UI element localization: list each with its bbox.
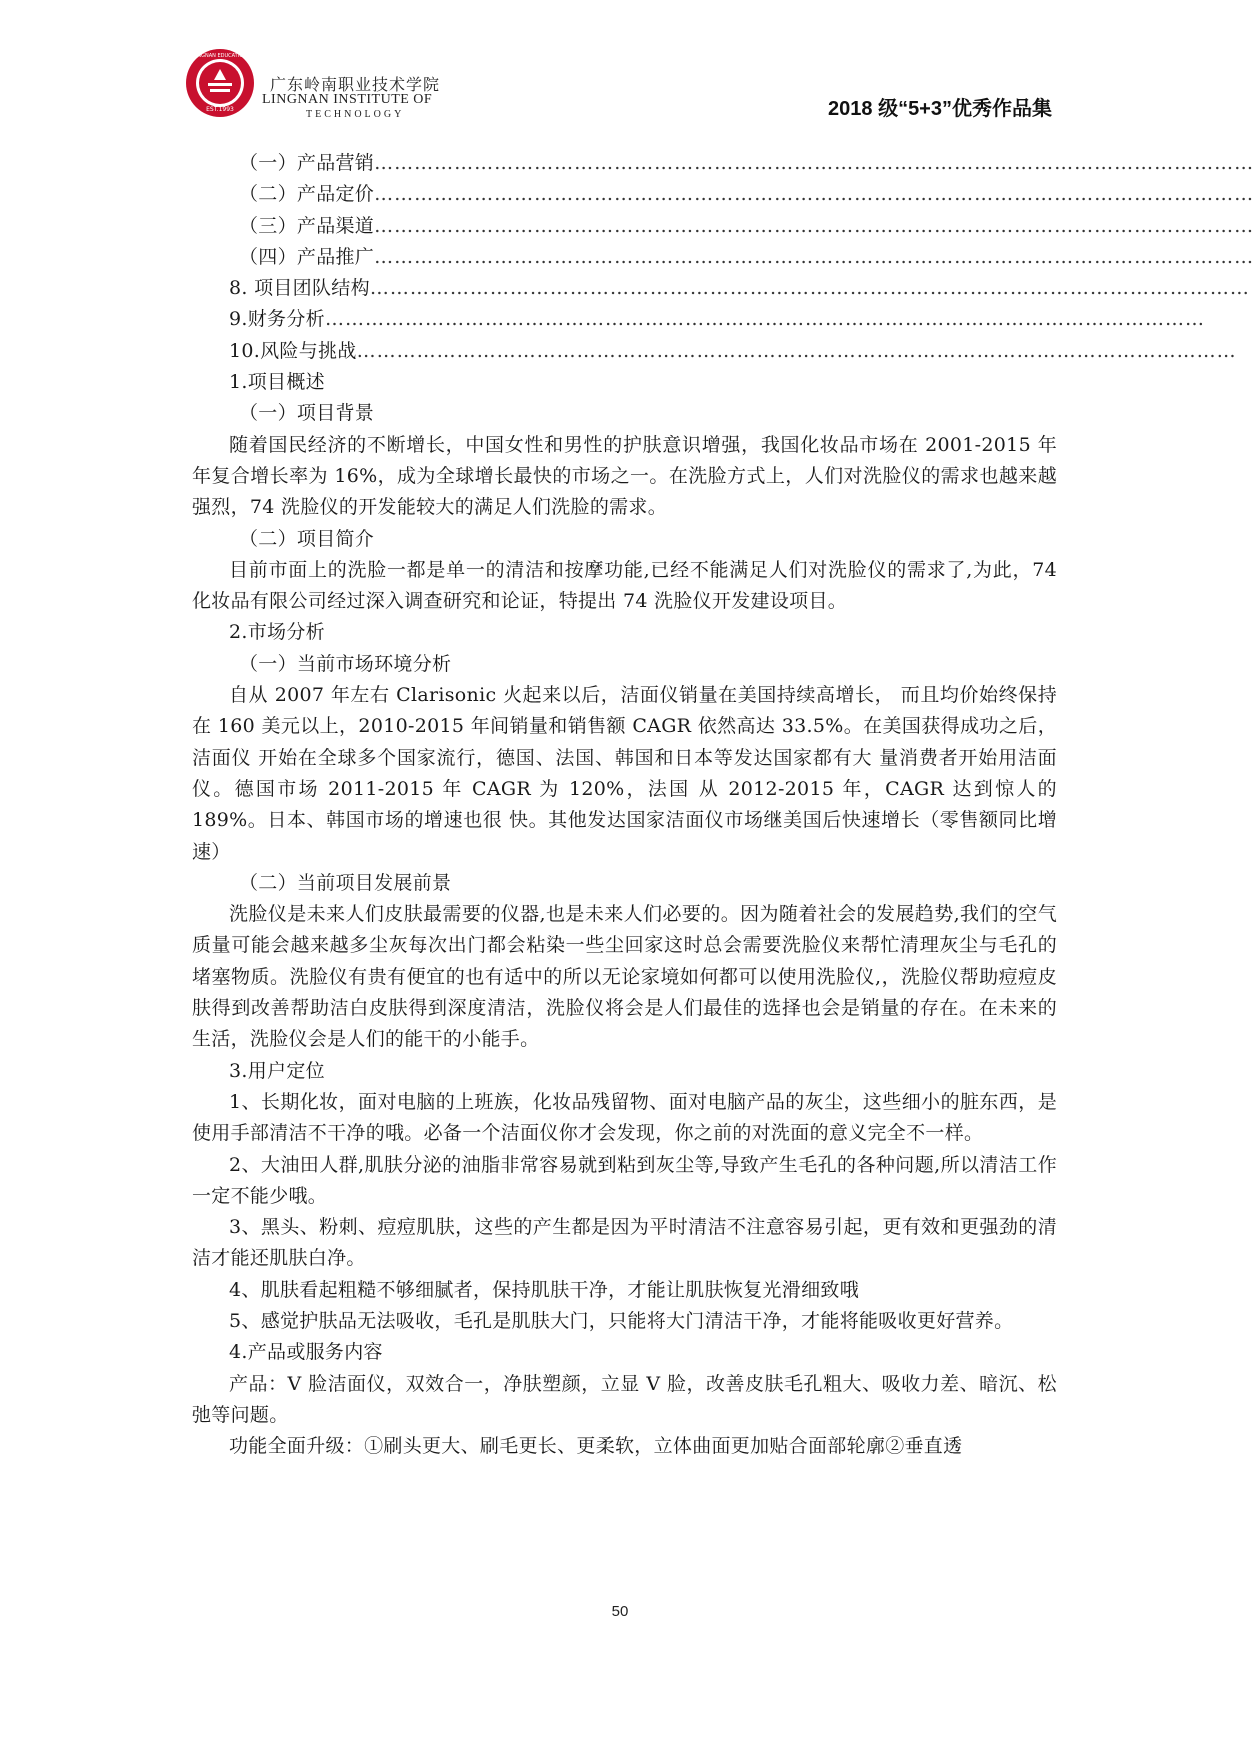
section-heading: 4.产品或服务内容 xyxy=(229,1341,383,1364)
logo-ring-text: LINGNAN EDUCATION xyxy=(193,53,247,59)
toc-label: （四）产品推广 xyxy=(239,245,375,268)
school-name-en-2: TECHNOLOGY xyxy=(306,109,405,120)
logo-est-text: EST.1993 xyxy=(206,106,234,113)
section-heading: 1.项目概述 xyxy=(229,371,325,394)
document-body xyxy=(192,148,1254,1462)
toc-leader: …………………………………………………………………………………………………………………… xyxy=(374,245,1254,268)
collection-title: 2018 级“5+3”优秀作品集 xyxy=(828,98,1052,120)
paragraph: 2、大油田人群,肌肤分泌的油脂非常容易就到粘到灰尘等,导致产生毛孔的各种问题,所以清洁工作一定不能少哦。 xyxy=(192,1153,1057,1207)
paragraph: 5、感觉护肤品无法吸收，毛孔是肌肤大门，只能将大门清洁干净，才能将能吸收更好营养。 xyxy=(229,1309,1014,1332)
toc-leader: …………………………………………………………………………………………………………………… xyxy=(374,183,1254,206)
toc-leader: …………………………………………………………………………………………………………………… xyxy=(374,152,1254,174)
toc-label: 8. 项目团队结构 xyxy=(229,277,370,300)
school-logo xyxy=(184,47,256,119)
toc-label: （二）产品定价 xyxy=(239,183,375,206)
school-name-en: LINGNAN INSTITUTE OF xyxy=(262,92,433,107)
subsection-heading: （二）当前项目发展前景 xyxy=(239,871,452,894)
toc-label: （三）产品渠道 xyxy=(239,214,375,237)
toc-entry xyxy=(192,304,1205,335)
toc-leader: …………………………………………………………………………………………………………………… xyxy=(356,339,1237,362)
toc-entry xyxy=(192,336,1237,367)
subsection-heading: （一）项目背景 xyxy=(239,402,375,425)
subsection-heading: （二）项目简介 xyxy=(239,527,375,550)
subsection-heading: （一）当前市场环境分析 xyxy=(239,652,452,675)
toc-entry xyxy=(192,242,1254,273)
paragraph: 3、黑头、粉刺、痘痘肌肤，这些的产生都是因为平时清洁不注意容易引起，更有效和更强劲的清洁才能还肌肤白净。 xyxy=(192,1216,1057,1270)
page-header xyxy=(0,0,1240,135)
paragraph: 产品：V 脸洁面仪，双效合一，净肤塑颜，立显 V 脸，改善皮肤毛孔粗大、吸收力差、暗沉、松弛等问题。 xyxy=(192,1372,1057,1426)
toc-entry xyxy=(192,148,1254,179)
toc-leader: …………………………………………………………………………………………………………………… xyxy=(324,308,1205,331)
toc-label: （一）产品营销 xyxy=(239,152,375,174)
toc-entry xyxy=(192,211,1254,242)
paragraph: 目前市面上的洗脸一都是单一的清洁和按摩功能,已经不能满足人们对洗脸仪的需求了,为此，74 化妆品有限公司经过深入调查研究和论证，特提出 74 洗脸仪开发建设项目。 xyxy=(192,558,1057,613)
school-name-cn: 广东岭南职业技术学院 xyxy=(270,75,441,94)
section-heading: 3.用户定位 xyxy=(229,1059,325,1082)
paragraph: 功能全面升级：①刷头更大、刷毛更长、更柔软，立体曲面更加贴合面部轮廓②垂直透 xyxy=(229,1435,963,1458)
toc-entry xyxy=(192,273,1250,304)
section-heading: 2.市场分析 xyxy=(229,621,325,644)
paragraph: 自从 2007 年左右 Clarisonic 火起来以后，洁面仪销量在美国持续高增长， 而且均价始终保持在 160 美元以上，2010-2015 年间销量和销售额 CAGR 依然高达 33.5%。在美国获得成功之后，洁面仪 开始在全球多个国家流行，德国、法国、韩国和日本等发达国家都有大 量消费者开始用洁面仪。德国市场 2011-2015 年 CAGR 为 120%，法国 从 2012-2015 年，CAGR 达到惊人的 189%。日本、韩国市场的增速也很 快。其他发达国家洁面仪市场继美国后快速增长（零售额同比增速） xyxy=(192,684,1057,863)
toc-label: 9.财务分析 xyxy=(229,308,325,331)
toc-label: 10.风险与挑战 xyxy=(229,339,357,362)
toc-entry xyxy=(192,179,1254,210)
paragraph: 随着国民经济的不断增长，中国女性和男性的护肤意识增强，我国化妆品市场在 2001-2015 年年复合增长率为 16%，成为全球增长最快的市场之一。在洗脸方式上，人们对洗脸仪的需求也越来越强烈，74 洗脸仪的开发能较大的满足人们洗脸的需求。 xyxy=(192,433,1057,519)
toc-leader: …………………………………………………………………………………………………………………… xyxy=(369,277,1250,300)
paragraph: 洗脸仪是未来人们皮肤最需要的仪器,也是未来人们必要的。因为随着社会的发展趋势,我们的空气质量可能会越来越多尘灰每次出门都会粘染一些尘回家这时总会需要洗脸仪来帮忙清理灰尘与毛孔的堵塞物质。洗脸仪有贵有便宜的也有适中的所以无论家境如何都可以使用洗脸仪,，洗脸仪帮助痘痘皮肤得到改善帮助洁白皮肤得到深度清洁，洗脸仪将会是人们最佳的选择也会是销量的存在。在未来的生活，洗脸仪会是人们的能干的小能手。 xyxy=(192,903,1057,1051)
toc-leader: …………………………………………………………………………………………………………………… xyxy=(374,214,1254,237)
paragraph: 1、长期化妆，面对电脑的上班族，化妆品残留物、面对电脑产品的灰尘，这些细小的脏东西，是使用手部清洁不干净的哦。必备一个洁面仪你才会发现，你之前的对洗面的意义完全不一样。 xyxy=(192,1090,1057,1145)
page-number: 50 xyxy=(611,1603,629,1620)
paragraph: 4、肌肤看起粗糙不够细腻者，保持肌肤干净，才能让肌肤恢复光滑细致哦 xyxy=(229,1278,859,1301)
